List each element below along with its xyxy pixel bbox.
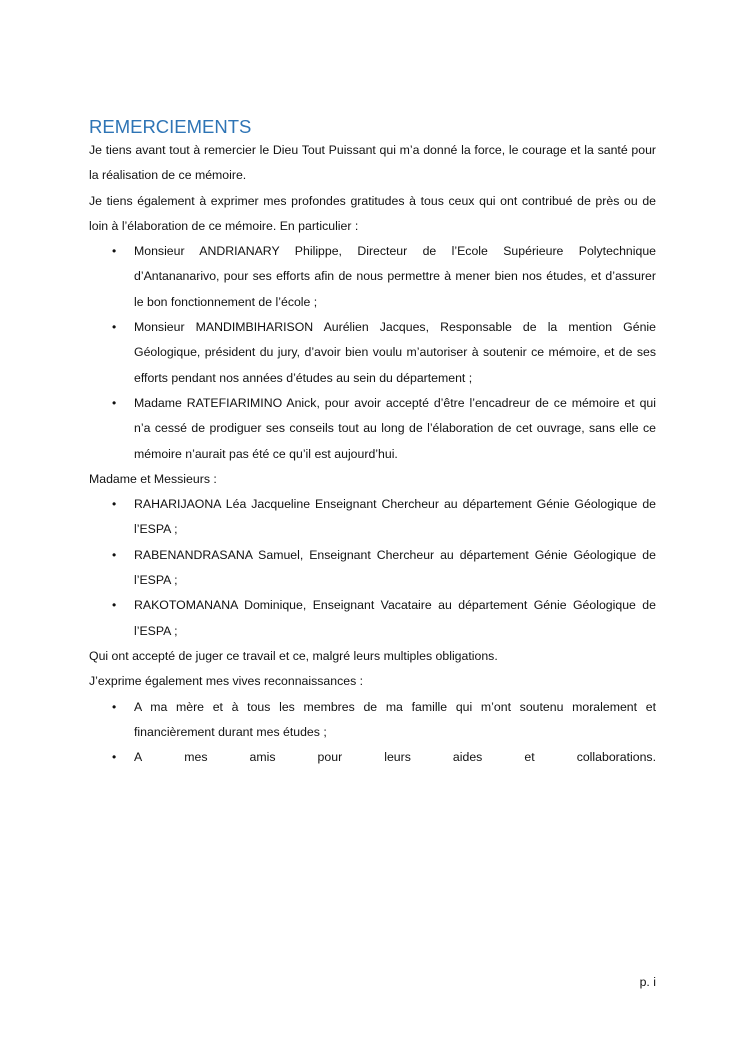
bullet-icon: •: [112, 320, 117, 335]
list-item-text: RABENANDRASANA Samuel, Enseignant Chercheur au département Génie Géologique de l’ESPA ;: [134, 547, 656, 588]
list-item: [89, 543, 656, 594]
bullet-icon: •: [112, 598, 117, 613]
word: leurs: [384, 750, 411, 765]
paragraph-family-heading: J’exprime également mes vives reconnaissances :: [89, 674, 364, 689]
list-item: [89, 391, 656, 467]
bullet-icon: •: [112, 497, 117, 512]
bullet-icon: •: [112, 547, 117, 562]
list-item: [89, 695, 656, 746]
paragraph-thanks-all: Je tiens également à exprimer mes profondes gratitudes à tous ceux qui ont contribué de près ou de loin à l’élaboration de ce mémoire. En particulier :: [89, 193, 656, 233]
list-item: [89, 492, 656, 543]
bullet-icon: •: [112, 699, 117, 714]
list-item-text: RAKOTOMANANA Dominique, Enseignant Vacataire au département Génie Géologique de l’ESPA ;: [134, 598, 656, 638]
list-item: [89, 315, 656, 391]
word: pour: [317, 750, 343, 765]
list-item: [89, 745, 656, 770]
word: collaborations.: [576, 750, 656, 765]
paragraph-jury-heading: Madame et Messieurs :: [89, 471, 217, 486]
word: aides: [452, 750, 483, 765]
list-item: [89, 239, 656, 315]
list-item: [89, 593, 656, 644]
word: et: [524, 750, 535, 765]
list-family-friends: [89, 695, 656, 771]
section-body: [89, 138, 656, 770]
list-jury-members: [89, 492, 656, 644]
list-item-text: [134, 745, 656, 770]
list-item-text: A ma mère et à tous les membres de ma famille qui m’ont soutenu moralement et financièrement durant mes études ;: [134, 699, 656, 739]
bullet-icon: •: [112, 244, 117, 259]
section-title: REMERCIEMENTS: [89, 116, 252, 137]
word: amis: [249, 750, 276, 765]
list-key-persons: [89, 239, 656, 467]
word: A: [134, 750, 143, 765]
list-item-text: Monsieur ANDRIANARY Philippe, Directeur de l’Ecole Supérieure Polytechnique d’Antananarivo, pour ses efforts afin de nous permettre à mener bien nos études, et d’assurer le bon fonctionnement de l’école ;: [134, 244, 656, 309]
list-item-text: RAHARIJAONA Léa Jacqueline Enseignant Chercheur au département Génie Géologique de l’ESPA ;: [134, 497, 656, 537]
word: mes: [184, 750, 208, 765]
bullet-icon: •: [112, 750, 117, 765]
bullet-icon: •: [112, 395, 117, 410]
page-number: p. i: [639, 975, 656, 989]
list-item-text: Monsieur MANDIMBIHARISON Aurélien Jacques, Responsable de la mention Génie Géologique, président du jury, d’avoir bien voulu m’autoriser à soutenir ce mémoire, et de ses efforts pendant nos années d’études au sein du département ;: [134, 320, 656, 385]
list-item-text: Madame RATEFIARIMINO Anick, pour avoir accepté d’être l’encadreur de ce mémoire et qui n’a cessé de prodiguer ses conseils tout au long de l’élaboration de cet ouvrage, sans elle ce mémoire n’aurait pas été ce qu’il est aujourd’hui.: [134, 395, 656, 461]
paragraph-jury-closing: Qui ont accepté de juger ce travail et ce, malgré leurs multiples obligations.: [89, 648, 498, 663]
paragraph-thanks-god: Je tiens avant tout à remercier le Dieu Tout Puissant qui m’a donné la force, le courage et la santé pour la réalisation de ce mémoire.: [89, 143, 656, 183]
